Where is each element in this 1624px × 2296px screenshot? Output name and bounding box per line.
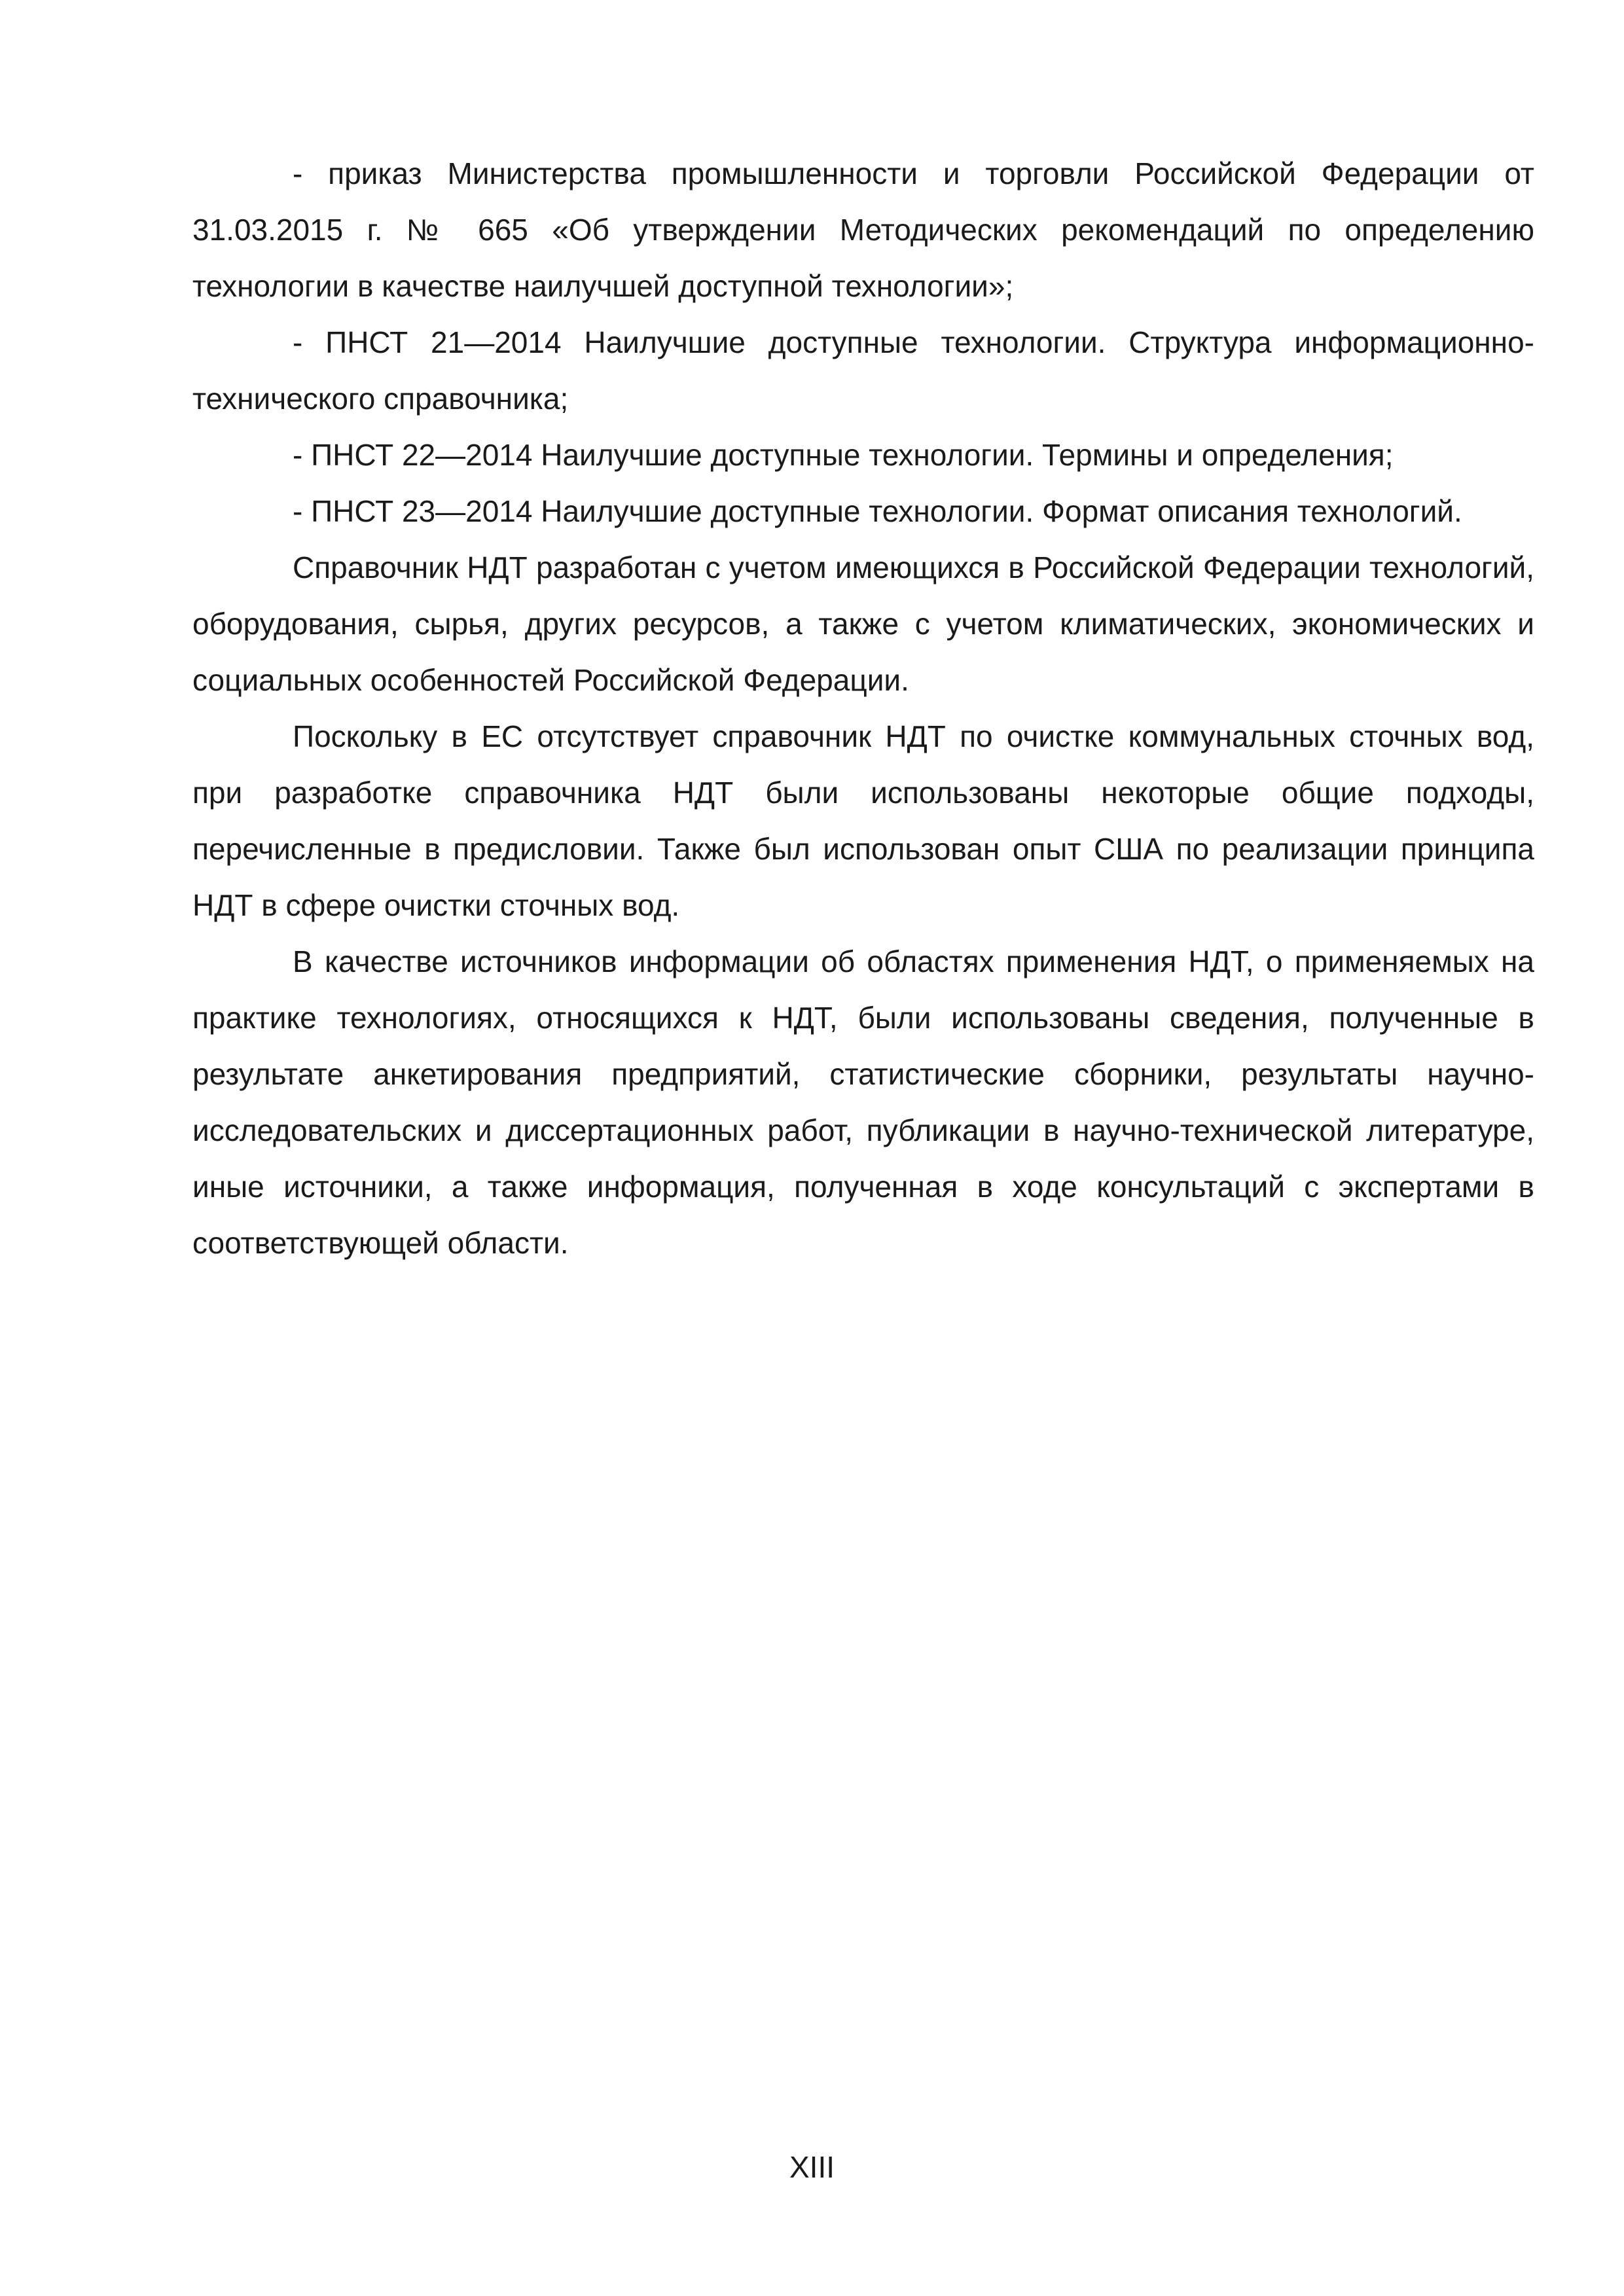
list-item-pnst-22: - ПНСТ 22—2014 Наилучшие доступные технологии. Термины и определения; <box>293 438 1394 472</box>
paragraph-development-basis: Справочник НДТ разработан с учетом имеющихся в Российской Федерации технологий, оборудования, сырья, других ресурсов, а также с учетом климатических, экономических и социальных особенностей Российской Федерации. <box>192 550 1534 697</box>
paragraph-eu-usa-experience: Поскольку в ЕС отсутствует справочник НДТ по очистке коммунальных сточных вод, при разработке справочника НДТ были использованы некоторые общие подходы, перечисленные в предисловии. Также был использован опыт США по реализации принципа НДТ в сфере очистки сточных вод. <box>192 719 1534 922</box>
paragraph-information-sources: В качестве источников информации об областях применения НДТ, о применяемых на практике технологиях, относящихся к НДТ, были использованы сведения, полученные в результате анкетирования предприятий, статистические сборники, результаты научно-исследовательских и диссертационных работ, публикации в научно-технической литературе, иные источники, а также информация, полученная в ходе консультаций с экспертами в соответствующей области. <box>192 944 1534 1260</box>
page-number: XIII <box>789 2150 835 2184</box>
list-item-pnst-23: - ПНСТ 23—2014 Наилучшие доступные технологии. Формат описания технологий. <box>293 494 1462 528</box>
list-item-minpromtorg-order: - приказ Министерства промышленности и торговли Российской Федерации от 31.03.2015 г. № 665 «Об утверждении Методических рекомендаций по определению технологии в качестве наилучшей доступной технологии»; <box>192 156 1534 303</box>
document-body <box>192 145 1534 1271</box>
list-item-pnst-21: - ПНСТ 21—2014 Наилучшие доступные технологии. Структура информационно-технического справочника; <box>192 325 1534 416</box>
